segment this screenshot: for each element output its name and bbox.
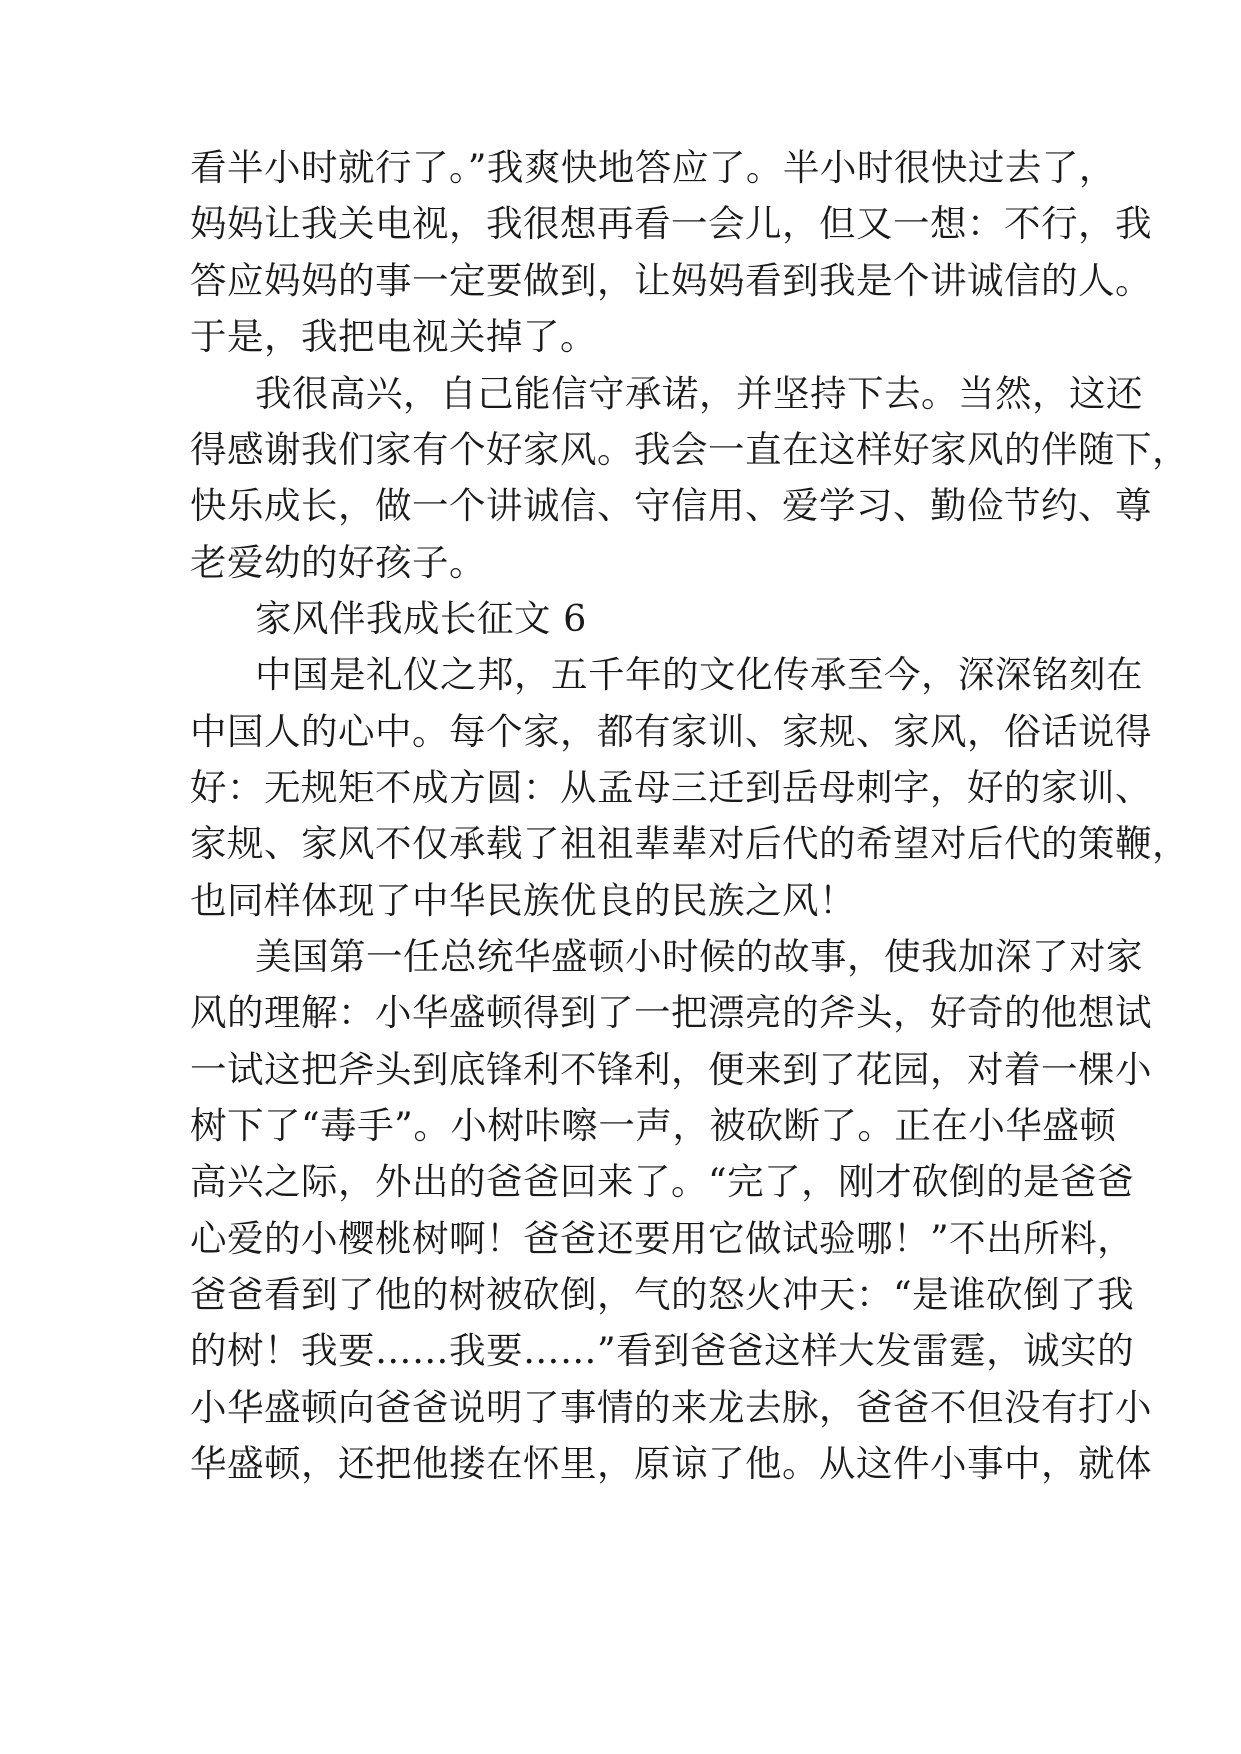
text-line: 的树！我要……我要……”看到爸爸这样大发雷霆，诚实的 (190, 1329, 1135, 1372)
text-line: 得感谢我们家有个好家风。我会一直在这样好家风的伴随下， (190, 428, 1189, 471)
paragraph-first-line: 美国第一任总统华盛顿小时候的故事，使我加深了对家 (255, 935, 1143, 978)
text-line: 答应妈妈的事一定要做到，让妈妈看到我是个讲诚信的人。 (190, 259, 1152, 302)
text-line: 华盛顿，还把他搂在怀里，原谅了他。从这件小事中，就体 (190, 1442, 1152, 1485)
text-line: 家规、家风不仅承载了祖祖辈辈对后代的希望对后代的策鞭， (190, 822, 1189, 865)
text-line: 心爱的小樱桃树啊！爸爸还要用它做试验哪！”不出所料， (190, 1217, 1135, 1260)
text-line: 一试这把斧头到底锋利不锋利，便来到了花园，对着一棵小 (190, 1048, 1152, 1091)
text-line: 快乐成长，做一个讲诚信、守信用、爱学习、勤俭节约、尊 (190, 484, 1152, 527)
paragraph-first-line: 中国是礼仪之邦，五千年的文化传承至今，深深铭刻在 (255, 653, 1143, 696)
text-line: 爸爸看到了他的树被砍倒，气的怒火冲天：“是谁砍倒了我 (190, 1273, 1135, 1316)
text-line: 妈妈让我关电视，我很想再看一会儿，但又一想：不行，我 (190, 202, 1152, 245)
text-line: 中国人的心中。每个家，都有家训、家规、家风，俗话说得 (190, 710, 1152, 753)
text-line: 小华盛顿向爸爸说明了事情的来龙去脉，爸爸不但没有打小 (190, 1386, 1152, 1429)
text-line: 树下了“毒手”。小树咔嚓一声，被砍断了。正在小华盛顿 (190, 1104, 1117, 1147)
text-line: 也同样体现了中华民族优良的民族之风！ (190, 879, 856, 922)
text-line: 风的理解：小华盛顿得到了一把漂亮的斧头，好奇的他想试 (190, 991, 1152, 1034)
text-line: 好：无规矩不成方圆：从孟母三迁到岳母刺字，好的家训、 (190, 766, 1152, 809)
text-line: 于是，我把电视关掉了。 (190, 315, 597, 358)
section-heading: 家风伴我成长征文 6 (255, 597, 587, 640)
text-line: 高兴之际，外出的爸爸回来了。“完了，刚才砍倒的是爸爸 (190, 1160, 1135, 1203)
text-line: 看半小时就行了。”我爽快地答应了。半小时很快过去了， (190, 146, 1116, 189)
text-line: 老爱幼的好孩子。 (190, 541, 486, 584)
paragraph-first-line: 我很高兴，自己能信守承诺，并坚持下去。当然，这还 (255, 372, 1143, 415)
